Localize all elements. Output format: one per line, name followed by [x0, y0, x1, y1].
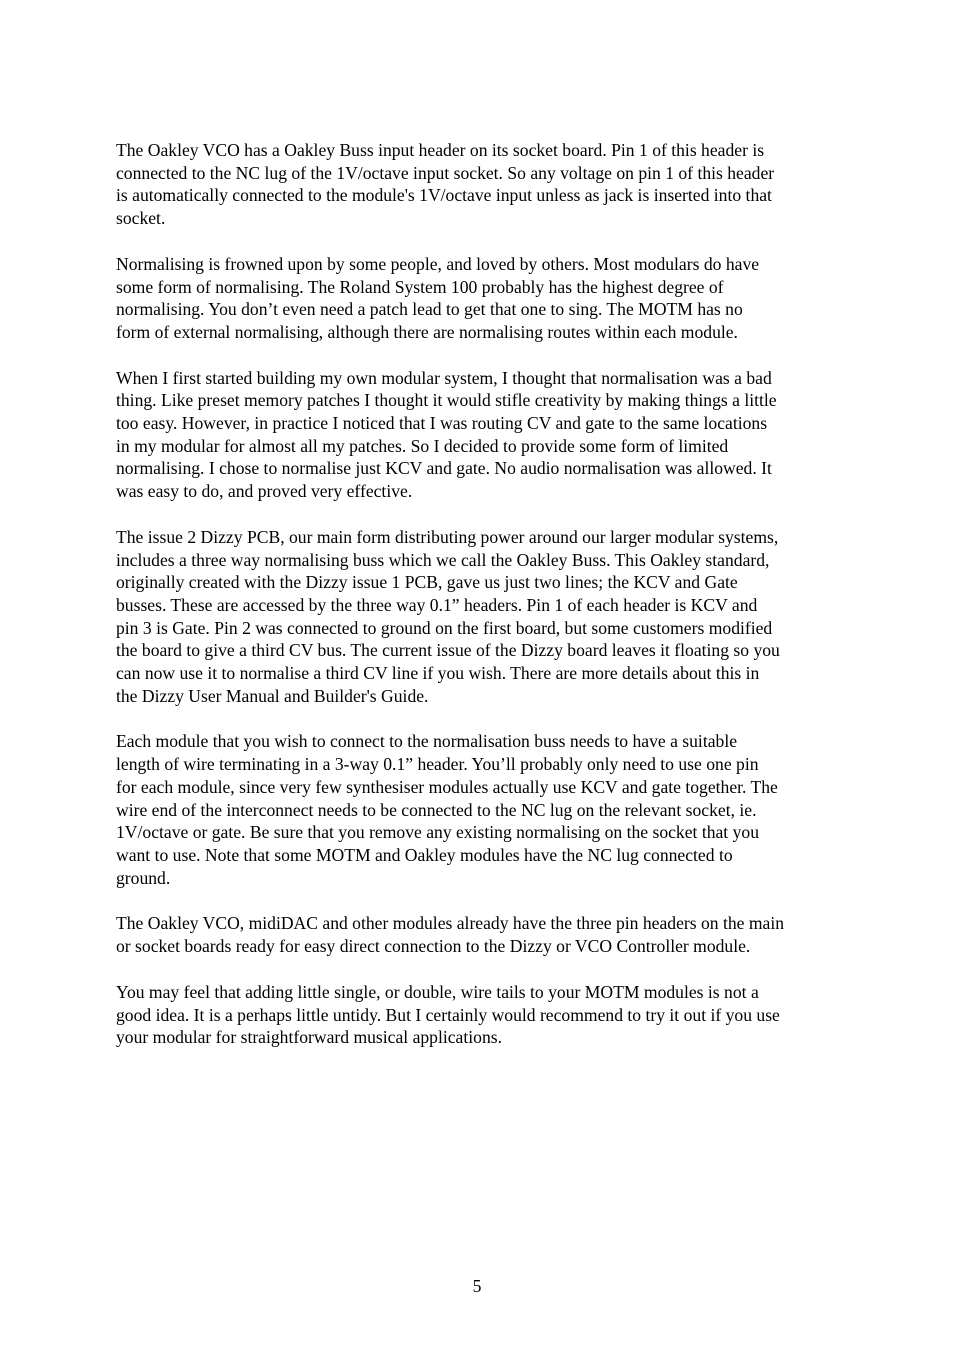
paragraph-vco-middac-headers: The Oakley VCO, midiDAC and other modules already have the three pin headers on the main or socket boards ready for easy direct connection to the Dizzy or VCO Controller module.	[116, 913, 785, 957]
page-number: 5	[472, 1276, 482, 1296]
paragraph-oakley-vco-header: The Oakley VCO has a Oakley Buss input header on its socket board. Pin 1 of this header is connected to the NC lug of the 1V/octave input socket. So any voltage on pin 1 of this header is automatically connected to the module's 1V/octave input unless as jack is inserted into that socket.	[116, 140, 775, 229]
paragraph-module-connection: Each module that you wish to connect to the normalisation buss needs to have a suitable length of wire terminating in a 3-way 0.1” header. You’ll probably only need to use one pin for each module, since very few synthesiser modules actually use KCV and gate together. The wire end of the interconnect needs to be connected to the NC lug on the relevant socket, ie. 1V/octave or gate. Be sure that you remove any existing normalising on the socket that you want to use. Note that some MOTM and Oakley modules have the NC lug connected to ground.	[116, 731, 778, 888]
paragraph-dizzy-pcb-buss: The issue 2 Dizzy PCB, our main form distributing power around our larger modular systems, includes a three way normalising buss which we call the Oakley Buss. This Oakley standard, originally created with the Dizzy issue 1 PCB, gave us just two lines; the KCV and Gate busses. These are accessed by the three way 0.1” headers. Pin 1 of each header is KCV and pin 3 is Gate. Pin 2 was connected to ground on the first board, but some customers modified the board to give a third CV bus. The current issue of the Dizzy board leaves it floating so you can now use it to normalise a third CV line if you wish. There are more details about this in the Dizzy User Manual and Builder's Guide.	[116, 526, 780, 706]
paragraph-normalising-opinions: Normalising is frowned upon by some people, and loved by others. Most modulars do have some form of normalising. The Roland System 100 probably has the highest degree of normalising. You don’t even need a patch lead to get that one to sing. The MOTM has no form of external normalising, although there are normalising routes within each module.	[116, 253, 760, 342]
page-body	[116, 139, 842, 1072]
paragraph-building-modular-system: When I first started building my own modular system, I thought that normalisation was a bad thing. Like preset memory patches I thought it would stifle creativity by making things a little too easy. However, in practice I noticed that I was routing CV and gate to the same locations in my modular for almost all my patches. So I decided to provide some form of limited normalising. I chose to normalise just KCV and gate. No audio normalisation was allowed. It was easy to do, and proved very effective.	[116, 367, 777, 502]
paragraph-motm-wire-tails: You may feel that adding little single, or double, wire tails to your MOTM modules is not a good idea. It is a perhaps little untidy. But I certainly would recommend to try it out if you use your modular for straightforward musical applications.	[116, 981, 780, 1048]
